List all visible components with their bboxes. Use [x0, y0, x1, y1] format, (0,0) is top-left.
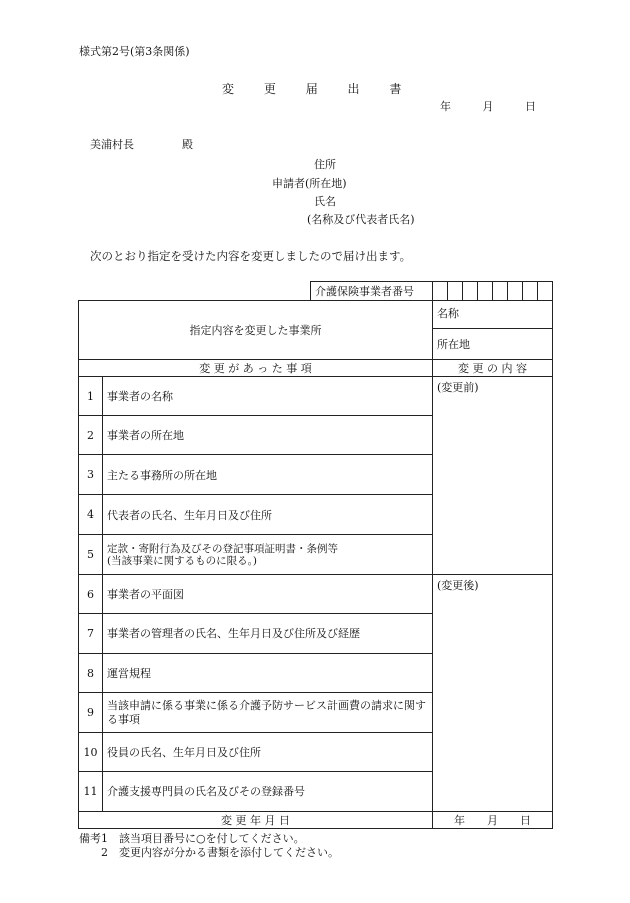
item-text: 役員の氏名、生年月日及び住所: [103, 733, 433, 772]
provider-number-digit[interactable]: [493, 282, 508, 301]
address-label: 住所: [314, 158, 336, 171]
items-header: 変 更 が あ っ た 事 項: [79, 360, 433, 377]
statement: 次のとおり指定を受けた内容を変更しましたので届け出ます。: [90, 249, 412, 263]
item-number[interactable]: 7: [79, 614, 103, 654]
form-number-label: 様式第2号(第3条関係): [79, 45, 190, 58]
provider-number-label: 介護保険事業者番号: [311, 282, 433, 301]
submission-date: [440, 98, 564, 114]
provider-number-digit[interactable]: [448, 282, 463, 301]
provider-number-digit[interactable]: [478, 282, 493, 301]
provider-number-digit[interactable]: [508, 282, 523, 301]
item-text: 当該申請に係る事業に係る介護予防サービス計画費の請求に関する事項: [103, 693, 433, 733]
item-number[interactable]: 11: [79, 772, 103, 812]
item-text: 事業者の所在地: [103, 416, 433, 455]
document-title: [222, 80, 427, 97]
item-number[interactable]: 10: [79, 733, 103, 772]
after-change-label: (変更後): [437, 579, 479, 592]
item-number[interactable]: 1: [79, 377, 103, 416]
title-char: 更: [263, 82, 276, 96]
change-table: [78, 281, 553, 829]
item-number[interactable]: 5: [79, 535, 103, 575]
note-1: 備考1 該当項目番号に○を付してください。: [79, 832, 305, 845]
item-text: 事業者の名称: [103, 377, 433, 416]
title-char: 変: [222, 82, 235, 96]
office-location-field[interactable]: [433, 329, 553, 360]
item-text: 事業者の管理者の氏名、生年月日及び住所及び経歴: [103, 614, 433, 654]
before-change-field[interactable]: [433, 377, 553, 575]
addressee-name: 美浦村長: [90, 138, 134, 151]
representative-label: (名称及び代表者氏名): [307, 213, 415, 226]
notes: [79, 832, 339, 860]
before-change-label: (変更前): [437, 381, 479, 394]
item-number[interactable]: 9: [79, 693, 103, 733]
item-text: 主たる事務所の所在地: [103, 455, 433, 495]
date-day: 日: [525, 100, 536, 113]
applicant-label: 申請者(所在地): [272, 177, 347, 190]
title-char: 届: [305, 82, 318, 96]
item-number[interactable]: 4: [79, 495, 103, 535]
change-date-label: 変 更 年 月 日: [79, 812, 433, 829]
item-number[interactable]: 8: [79, 654, 103, 693]
addressee: [90, 136, 193, 152]
name-label: 氏名: [314, 195, 336, 208]
item-text: 事業者の平面図: [103, 575, 433, 614]
office-location-label: 所在地: [437, 338, 470, 351]
title-char: 出: [347, 82, 360, 96]
provider-number-digit[interactable]: [463, 282, 478, 301]
item-number[interactable]: 2: [79, 416, 103, 455]
item-text: 定款・寄附行為及びその登記事項証明書・条例等 (当該事業に関するものに限る。): [103, 535, 433, 575]
content-header: 変 更 の 内 容: [433, 360, 553, 377]
item-text: 代表者の氏名、生年月日及び住所: [103, 495, 433, 535]
date-month: 月: [482, 100, 494, 113]
office-label: 指定内容を変更した事業所: [79, 301, 433, 360]
provider-number-digit[interactable]: [433, 282, 448, 301]
change-date-field[interactable]: 年 月 日: [433, 812, 553, 829]
office-name-field[interactable]: [433, 301, 553, 329]
provider-number-digit[interactable]: [523, 282, 538, 301]
addressee-honorific: 殿: [182, 138, 193, 151]
title-char: 書: [389, 82, 402, 96]
item-number[interactable]: 3: [79, 455, 103, 495]
office-name-label: 名称: [437, 307, 459, 320]
provider-number-digit[interactable]: [538, 282, 553, 301]
blank-cell: [79, 282, 311, 301]
item-text: 運営規程: [103, 654, 433, 693]
item-text: 介護支援専門員の氏名及びその登録番号: [103, 772, 433, 812]
date-year: 年: [440, 100, 451, 113]
after-change-field[interactable]: [433, 575, 553, 812]
item-number[interactable]: 6: [79, 575, 103, 614]
note-2: 2 変更内容が分かる書類を添付してください。: [101, 846, 339, 859]
